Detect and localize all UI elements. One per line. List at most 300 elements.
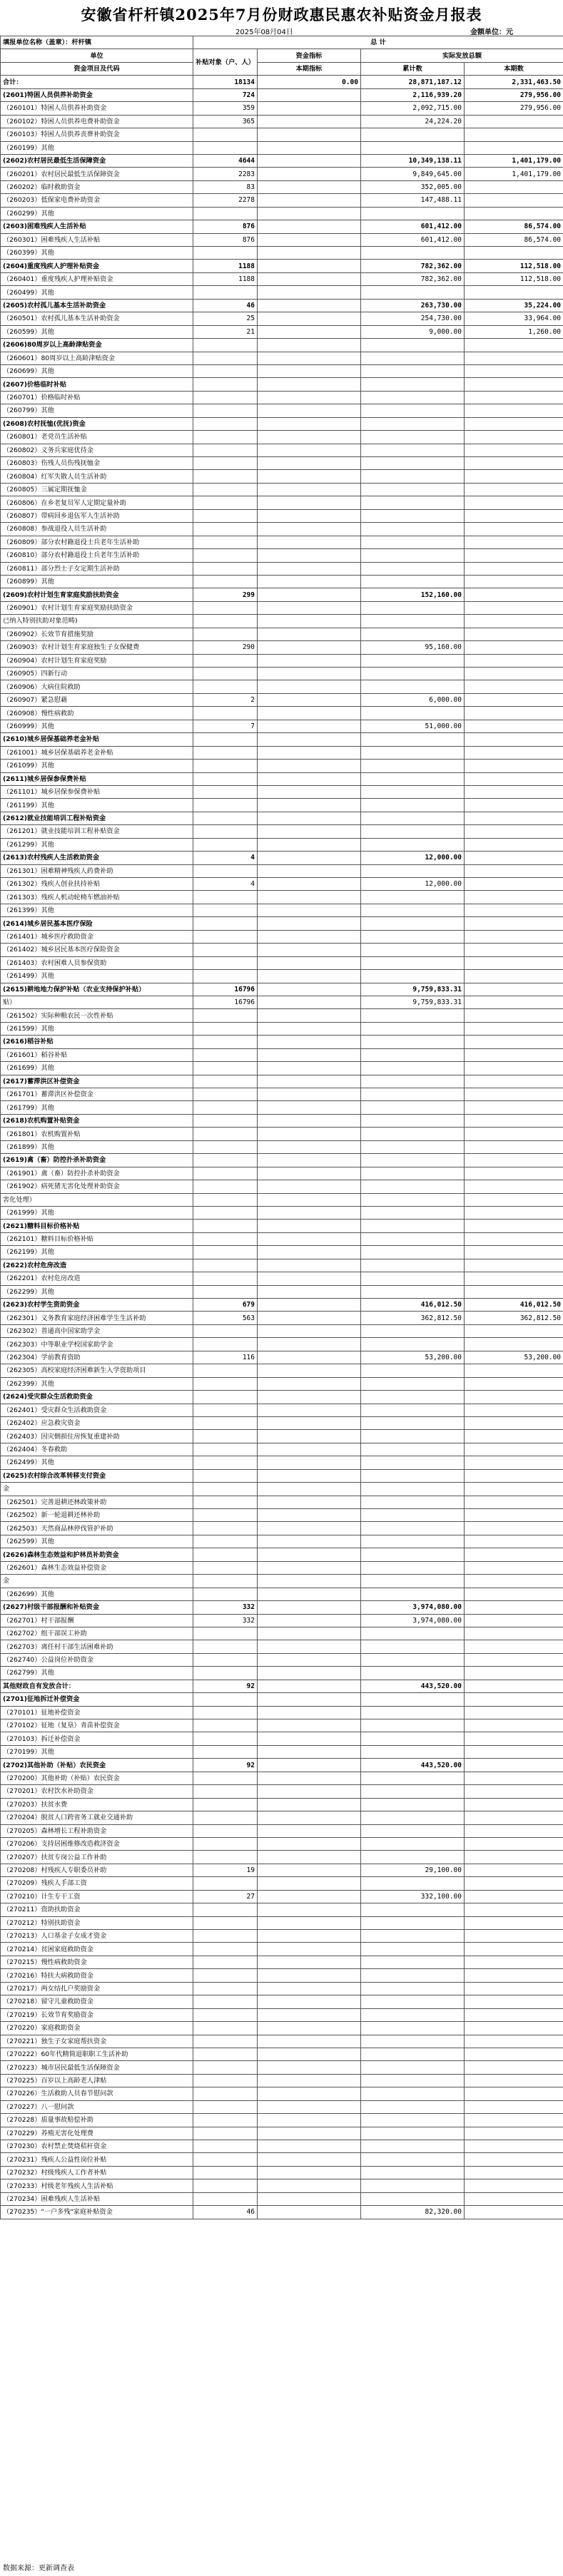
cumulative-cell: 12,000.00 xyxy=(361,878,465,891)
table-row xyxy=(1,838,563,851)
period-indicator-cell xyxy=(258,536,361,548)
item-name-cell: （270205）森林增长工程补助资金 xyxy=(1,1824,193,1837)
period-amount-cell xyxy=(465,1443,563,1456)
subsidy-count-cell xyxy=(193,1732,258,1745)
item-name-cell: （270200）其他补助（补贴）农民资金 xyxy=(1,1772,193,1784)
table-row xyxy=(1,799,563,812)
item-name-cell: （261801）农机购置补贴 xyxy=(1,1128,193,1140)
item-name-cell: （270103）拆迁补偿资金 xyxy=(1,1732,193,1745)
cumulative-cell: 53,200.00 xyxy=(361,1351,465,1364)
cumulative-cell xyxy=(361,1232,465,1245)
period-indicator-cell xyxy=(258,1101,361,1114)
table-row xyxy=(1,220,563,233)
period-amount-cell xyxy=(465,2206,563,2219)
period-indicator-cell xyxy=(258,1916,361,1929)
period-indicator-cell xyxy=(258,575,361,588)
table-row xyxy=(1,1140,563,1153)
period-amount-cell xyxy=(465,1903,563,1916)
period-indicator-cell xyxy=(258,1075,361,1088)
table-row xyxy=(1,1680,563,1692)
period-amount-cell xyxy=(465,1851,563,1864)
item-name-cell: （262501）完善退耕还林政策补助 xyxy=(1,1496,193,1508)
period-indicator-cell xyxy=(258,1180,361,1193)
subsidy-count-cell xyxy=(193,562,258,575)
subsidy-count-cell xyxy=(193,746,258,759)
period-indicator-cell xyxy=(258,1259,361,1272)
period-amount-cell xyxy=(465,128,563,141)
period-amount-cell xyxy=(465,1930,563,1943)
table-row xyxy=(1,1351,563,1364)
subsidy-count-cell xyxy=(193,1548,258,1561)
period-amount-cell xyxy=(465,2061,563,2074)
item-name-cell: （262703）离任村干部生活困难补助 xyxy=(1,1640,193,1653)
item-name-cell: （261099）其他 xyxy=(1,760,193,772)
period-amount-cell xyxy=(465,1798,563,1811)
period-amount-cell xyxy=(465,457,563,470)
cumulative-cell xyxy=(361,2087,465,2100)
cumulative-cell xyxy=(361,1693,465,1706)
period-indicator-cell xyxy=(258,641,361,654)
cumulative-cell xyxy=(361,1956,465,1968)
period-amount-cell xyxy=(465,1022,563,1035)
subsidy-count-cell xyxy=(193,1232,258,1245)
subsidy-count-cell xyxy=(193,1824,258,1837)
subsidy-count-cell: 27 xyxy=(193,1890,258,1903)
subsidy-count-cell: 18134 xyxy=(193,76,258,88)
subsidy-count-cell xyxy=(193,2127,258,2140)
period-amount-cell xyxy=(465,1483,563,1496)
period-amount-cell xyxy=(465,1614,563,1627)
subsidy-count-cell xyxy=(193,128,258,141)
cumulative-cell xyxy=(361,2127,465,2140)
item-name-cell: (2622)农村危房改造 xyxy=(1,1259,193,1272)
period-amount-cell xyxy=(465,1324,563,1337)
item-name-cell: (2623)农村学生资助资金 xyxy=(1,1299,193,1312)
table-row xyxy=(1,1930,563,1943)
period-indicator-cell xyxy=(258,1575,361,1588)
period-amount-cell xyxy=(465,944,563,956)
period-amount-cell xyxy=(465,1180,563,1193)
subsidy-count-cell xyxy=(193,1285,258,1298)
period-amount-cell xyxy=(465,1956,563,1968)
period-amount-cell xyxy=(465,1680,563,1692)
item-name-cell: 害化处理） xyxy=(1,1193,193,1206)
item-name-cell: （262599）其他 xyxy=(1,1535,193,1548)
item-name-cell: （261502）实际种粮农民一次性补贴 xyxy=(1,1009,193,1022)
period-indicator-cell xyxy=(258,1772,361,1784)
period-amount-cell xyxy=(465,1377,563,1390)
subsidy-count-cell xyxy=(193,1877,258,1890)
period-indicator-cell xyxy=(258,312,361,325)
period-amount-cell: 1,260.00 xyxy=(465,325,563,338)
period-amount-cell xyxy=(465,378,563,391)
cumulative-cell xyxy=(361,364,465,377)
report-title: 安徽省杆杆镇2025年7月份财政惠民惠农补贴资金月报表 xyxy=(81,6,482,24)
item-name-cell: （260807）带病回乡退伍军人生活补助 xyxy=(1,509,193,522)
item-name-cell: （260802）义务兵家庭优待金 xyxy=(1,444,193,456)
cumulative-cell: 443,520.00 xyxy=(361,1759,465,1772)
table-row xyxy=(1,2035,563,2048)
subsidy-count-cell xyxy=(193,1101,258,1114)
cumulative-cell xyxy=(361,1193,465,1206)
cumulative-cell xyxy=(361,1036,465,1048)
period-indicator-cell xyxy=(258,2114,361,2127)
period-indicator-cell xyxy=(258,996,361,1008)
period-indicator-cell xyxy=(258,1706,361,1719)
cumulative-cell: 362,812.50 xyxy=(361,1312,465,1324)
table-row xyxy=(1,260,563,272)
table-row xyxy=(1,1456,563,1469)
period-amount-cell xyxy=(465,1693,563,1706)
period-amount-cell xyxy=(465,1667,563,1680)
period-amount-cell: 112,518.00 xyxy=(465,260,563,272)
period-amount-cell xyxy=(465,930,563,943)
period-indicator-cell xyxy=(258,1364,361,1377)
subsidy-count-cell xyxy=(193,1180,258,1193)
subsidy-count-cell xyxy=(193,1667,258,1680)
period-indicator-cell xyxy=(258,1535,361,1548)
item-name-cell: （270101）征地补偿资金 xyxy=(1,1706,193,1719)
subsidy-count-cell: 46 xyxy=(193,299,258,312)
cumulative-cell xyxy=(361,1220,465,1232)
subsidy-count-cell: 2283 xyxy=(193,168,258,180)
period-amount-cell xyxy=(465,1548,563,1561)
subsidy-count-cell xyxy=(193,2100,258,2113)
period-amount-cell: 279,956.00 xyxy=(465,102,563,115)
table-row xyxy=(1,983,563,996)
item-name-cell: （270226）生活救助人员春节慰问款 xyxy=(1,2087,193,2100)
table-row xyxy=(1,1785,563,1798)
item-name-cell: （270213）人口基金子女成才资金 xyxy=(1,1930,193,1943)
period-indicator-cell xyxy=(258,220,361,233)
subsidy-count-cell xyxy=(193,352,258,364)
period-indicator-cell xyxy=(258,1220,361,1232)
period-indicator-cell xyxy=(258,930,361,943)
item-name-cell: （262301）义务教育家庭经济困难学生生活补助 xyxy=(1,1312,193,1324)
item-name-cell: （262403）因灾倒损住房恢复重建补助 xyxy=(1,1430,193,1443)
cumulative-cell xyxy=(361,654,465,667)
subsidy-count-cell xyxy=(193,1443,258,1456)
period-amount-cell xyxy=(465,1285,563,1298)
subsidy-count-cell xyxy=(193,772,258,785)
cumulative-cell xyxy=(361,2153,465,2166)
subsidy-count-cell xyxy=(193,1259,258,1272)
table-row xyxy=(1,115,563,128)
subsidy-count-cell xyxy=(193,838,258,851)
table-row xyxy=(1,1128,563,1140)
item-name-cell: （261201）就业技能培训工程补贴资金 xyxy=(1,825,193,838)
table-row xyxy=(1,1101,563,1114)
subsidy-count-cell: 299 xyxy=(193,588,258,601)
period-amount-cell xyxy=(465,286,563,299)
subsidy-count-cell: 4644 xyxy=(193,154,258,167)
period-indicator-cell xyxy=(258,720,361,732)
period-amount-cell xyxy=(465,194,563,207)
subsidy-count-cell: 2 xyxy=(193,693,258,706)
period-indicator-cell xyxy=(258,404,361,417)
item-name-cell: （261601）稻谷补贴 xyxy=(1,1048,193,1061)
item-name-cell: （260906）大病住院救助 xyxy=(1,680,193,693)
period-amount-cell xyxy=(465,2114,563,2127)
period-indicator-cell xyxy=(258,233,361,246)
table-row xyxy=(1,1811,563,1824)
table-row xyxy=(1,2114,563,2127)
cumulative-cell xyxy=(361,680,465,693)
item-name-cell: 其他财政自有发放合计： xyxy=(1,1680,193,1692)
period-indicator-cell xyxy=(258,115,361,128)
period-indicator-cell xyxy=(258,2022,361,2035)
period-amount-cell: 33,964.00 xyxy=(465,312,563,325)
period-indicator-cell xyxy=(258,1456,361,1469)
cumulative-cell xyxy=(361,1719,465,1732)
item-name-cell: （261901）禽（畜）防控扑杀补助资金 xyxy=(1,1167,193,1180)
subsidy-count-cell xyxy=(193,970,258,983)
report-footer: 数据来源：更新调查表 xyxy=(3,2565,74,2572)
item-name-cell: （262304）学前教育资助 xyxy=(1,1351,193,1364)
period-amount-cell xyxy=(465,1943,563,1956)
table-row xyxy=(1,391,563,404)
period-indicator-cell xyxy=(258,1627,361,1640)
table-row xyxy=(1,1588,563,1600)
subsidy-count-cell xyxy=(193,523,258,536)
cumulative-cell xyxy=(361,2022,465,2035)
period-indicator-cell xyxy=(258,785,361,798)
subsidy-count-cell xyxy=(193,1627,258,1640)
subsidy-count-cell: 19 xyxy=(193,1864,258,1876)
subsidy-count-cell xyxy=(193,536,258,548)
table-row xyxy=(1,852,563,864)
cumulative-cell xyxy=(361,1772,465,1784)
item-name-cell: （262404）冬春救助 xyxy=(1,1443,193,1456)
cumulative-cell: 6,000.00 xyxy=(361,693,465,706)
subsidy-count-cell xyxy=(193,1036,258,1048)
period-amount-cell xyxy=(465,1772,563,1784)
table-row xyxy=(1,2087,563,2100)
item-name-cell: （260810）部分农村籍退役士兵老年生活补助 xyxy=(1,549,193,562)
period-indicator-cell xyxy=(258,1206,361,1219)
period-indicator-cell xyxy=(258,1824,361,1837)
cumulative-cell xyxy=(361,1653,465,1666)
cumulative-cell xyxy=(361,2179,465,2192)
period-amount-cell xyxy=(465,588,563,601)
period-amount-cell: 2,331,463.50 xyxy=(465,76,563,88)
cumulative-cell xyxy=(361,575,465,588)
cumulative-cell xyxy=(361,628,465,640)
table-row xyxy=(1,1338,563,1351)
header-row-1 xyxy=(1,49,563,62)
period-indicator-cell xyxy=(258,352,361,364)
table-row xyxy=(1,1943,563,1956)
table-row xyxy=(1,1995,563,2008)
period-indicator-cell xyxy=(258,1128,361,1140)
item-name-cell: (2606)80周岁以上高龄津贴资金 xyxy=(1,339,193,352)
subsidy-count-cell xyxy=(193,785,258,798)
subsidy-count-cell: 2278 xyxy=(193,194,258,207)
period-indicator-cell xyxy=(258,1404,361,1416)
item-name-cell: （261599）其他 xyxy=(1,1022,193,1035)
cumulative-cell xyxy=(361,944,465,956)
period-indicator-cell xyxy=(258,2061,361,2074)
table-row xyxy=(1,1312,563,1324)
cumulative-cell xyxy=(361,1877,465,1890)
period-indicator-cell xyxy=(258,194,361,207)
item-name-cell: 金 xyxy=(1,1575,193,1588)
period-indicator-cell xyxy=(258,2166,361,2179)
item-name-cell: （260499）其他 xyxy=(1,286,193,299)
cumulative-cell xyxy=(361,1588,465,1600)
item-name-cell: （270208）村残疾人专职委员补助 xyxy=(1,1864,193,1876)
cumulative-cell: 601,412.00 xyxy=(361,220,465,233)
subsidy-count-cell: 25 xyxy=(193,312,258,325)
cumulative-cell xyxy=(361,785,465,798)
table-row xyxy=(1,431,563,444)
subsidy-count-cell xyxy=(193,2008,258,2021)
period-amount-cell xyxy=(465,1048,563,1061)
subsidy-count-cell xyxy=(193,364,258,377)
period-indicator-cell xyxy=(258,1312,361,1324)
period-amount-cell xyxy=(465,1062,563,1075)
table-row xyxy=(1,1982,563,1995)
table-row xyxy=(1,970,563,983)
period-indicator-cell xyxy=(258,852,361,864)
item-name-cell: （270227）八一慰问款 xyxy=(1,2100,193,2113)
period-amount-cell xyxy=(465,2008,563,2021)
item-name-cell: （260902）长效节育措施奖励 xyxy=(1,628,193,640)
cumulative-cell xyxy=(361,141,465,154)
subsidy-count-cell xyxy=(193,1653,258,1666)
subsidy-count-cell: 332 xyxy=(193,1614,258,1627)
subsidy-count-cell xyxy=(193,1022,258,1035)
item-name-cell: （262503）天然商品林停伐管护补助 xyxy=(1,1522,193,1535)
period-indicator-cell xyxy=(258,891,361,904)
item-name-cell: （261403）农村困难人员参保资助 xyxy=(1,956,193,969)
period-indicator-cell xyxy=(258,1864,361,1876)
table-row xyxy=(1,1903,563,1916)
cumulative-cell xyxy=(361,1456,465,1469)
table-row xyxy=(1,88,563,101)
table-row xyxy=(1,628,563,640)
cumulative-cell xyxy=(361,1916,465,1929)
period-amount-cell: 35,224.00 xyxy=(465,299,563,312)
table-row xyxy=(1,272,563,285)
item-name-cell: （260805）三属定期抚恤金 xyxy=(1,483,193,496)
item-name-cell: （260401）重度残疾人护理补贴资金 xyxy=(1,272,193,285)
table-row xyxy=(1,2127,563,2140)
subsidy-count-cell xyxy=(193,1364,258,1377)
item-name-cell: （262299）其他 xyxy=(1,1285,193,1298)
table-row xyxy=(1,1693,563,1706)
period-indicator-cell xyxy=(258,128,361,141)
period-amount-cell xyxy=(465,1640,563,1653)
period-indicator-cell xyxy=(258,1719,361,1732)
table-row xyxy=(1,180,563,193)
item-name-cell: （270232）村级残疾人工作者补贴 xyxy=(1,2166,193,2179)
table-row xyxy=(1,2100,563,2113)
period-amount-cell: 1,401,179.00 xyxy=(465,168,563,180)
period-amount-cell xyxy=(465,352,563,364)
item-name-cell: （270217）两女结扎户奖励资金 xyxy=(1,1982,193,1995)
cumulative-cell xyxy=(361,930,465,943)
cumulative-cell xyxy=(361,1969,465,1982)
table-row xyxy=(1,785,563,798)
period-indicator-cell xyxy=(258,1272,361,1285)
period-indicator-cell xyxy=(258,168,361,180)
item-name-cell: （270214）贫困家庭救助资金 xyxy=(1,1943,193,1956)
table-row xyxy=(1,733,563,746)
table-row xyxy=(1,1719,563,1732)
table-row xyxy=(1,1246,563,1259)
table-row xyxy=(1,1220,563,1232)
subsidy-count-cell xyxy=(193,654,258,667)
period-indicator-cell xyxy=(258,444,361,456)
subsidy-count-cell xyxy=(193,575,258,588)
cumulative-cell: 332,100.00 xyxy=(361,1890,465,1903)
cumulative-cell xyxy=(361,496,465,509)
table-row xyxy=(1,1009,563,1022)
item-name-cell: （262199）其他 xyxy=(1,1246,193,1259)
period-amount-cell xyxy=(465,523,563,536)
period-indicator-cell xyxy=(258,2048,361,2060)
period-amount-cell xyxy=(465,983,563,996)
subsidy-count-cell xyxy=(193,457,258,470)
period-indicator-cell xyxy=(258,1548,361,1561)
table-row xyxy=(1,364,563,377)
table-row xyxy=(1,1509,563,1522)
item-name-cell: (2625)农村综合改革转移支付资金 xyxy=(1,1469,193,1482)
item-name-cell: (2615)耕地地力保护补贴（农业支持保护补贴） xyxy=(1,983,193,996)
cumulative-cell xyxy=(361,431,465,444)
period-amount-cell xyxy=(465,1246,563,1259)
item-name-cell: （260806）在乡老复员军人定期定量补助 xyxy=(1,496,193,509)
period-indicator-cell xyxy=(258,1811,361,1824)
subsidy-count-cell xyxy=(193,1916,258,1929)
period-amount-cell xyxy=(465,339,563,352)
subsidy-count-cell xyxy=(193,2192,258,2205)
subsidy-count-cell xyxy=(193,864,258,877)
period-indicator-cell xyxy=(258,654,361,667)
funds-indicator-header: 资金指标 xyxy=(258,49,361,62)
period-amount-cell xyxy=(465,1745,563,1758)
period-indicator-cell xyxy=(258,272,361,285)
cumulative-cell xyxy=(361,825,465,838)
cumulative-cell: 28,871,187.12 xyxy=(361,76,465,88)
table-row xyxy=(1,2206,563,2219)
table-row xyxy=(1,1706,563,1719)
table-row xyxy=(1,864,563,877)
period-indicator-cell xyxy=(258,378,361,391)
table-row xyxy=(1,746,563,759)
cumulative-cell xyxy=(361,1114,465,1127)
cumulative-cell xyxy=(361,1430,465,1443)
table-row xyxy=(1,588,563,601)
table-row xyxy=(1,601,563,614)
item-name-cell: （261101）城乡居保参保费补贴 xyxy=(1,785,193,798)
item-name-cell: （270209）残疾人手部工资 xyxy=(1,1877,193,1890)
subsidy-count-cell xyxy=(193,1798,258,1811)
period-indicator-cell xyxy=(258,2192,361,2205)
cumulative-cell xyxy=(361,1062,465,1075)
period-amount-cell xyxy=(465,509,563,522)
table-row xyxy=(1,1561,563,1574)
item-name-cell: （261399）其他 xyxy=(1,904,193,916)
cumulative-cell xyxy=(361,917,465,930)
item-name-cell: （261499）其他 xyxy=(1,970,193,983)
subsidy-count-cell xyxy=(193,1561,258,1574)
period-amount-cell xyxy=(465,1877,563,1890)
subsidy-count-cell: 92 xyxy=(193,1680,258,1692)
cumulative-cell xyxy=(361,1824,465,1837)
subsidy-count-cell xyxy=(193,1772,258,1784)
